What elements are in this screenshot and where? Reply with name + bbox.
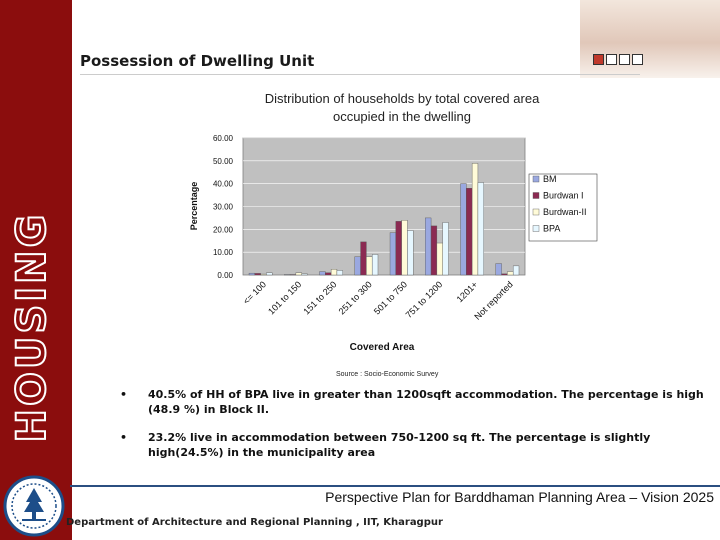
y-tick-label: 20.00: [212, 225, 233, 235]
bar: [507, 272, 513, 275]
bar: [290, 275, 296, 276]
bar: [255, 273, 261, 275]
bar: [355, 257, 361, 275]
bar: [402, 220, 408, 275]
bar: [466, 188, 472, 275]
bullet-marker: •: [120, 388, 128, 401]
y-tick-label: 50.00: [212, 156, 233, 166]
legend-label: BPA: [543, 223, 561, 234]
section-label: [0, 207, 55, 447]
legend-label: Burdwan I: [543, 190, 584, 201]
bullet-item: [112, 430, 708, 460]
title-divider: [80, 74, 640, 75]
bar-chart: [160, 128, 610, 358]
bar: [320, 272, 326, 275]
legend-swatch: [533, 226, 539, 232]
x-tick-label: 1201+: [454, 279, 480, 305]
bar: [372, 254, 378, 275]
deco-square: [606, 54, 617, 65]
legend-label: Burdwan-II: [543, 207, 587, 217]
bullet-item: [112, 387, 708, 417]
bar: [302, 274, 308, 275]
bar: [366, 257, 372, 275]
y-tick-label: 40.00: [212, 179, 233, 189]
footer-divider: [70, 485, 720, 487]
footer-title: Perspective Plan for Barddhaman Planning Area – Vision 2025: [325, 489, 714, 505]
deco-square: [619, 54, 630, 65]
bar: [337, 270, 343, 275]
bar: [437, 243, 443, 275]
bullet-text: 23.2% live in accommodation between 750-1200 sq ft. The percentage is slightly high(24.5%) in the municipality area: [148, 431, 651, 459]
bar: [266, 273, 272, 275]
bar: [478, 183, 484, 275]
institute-logo: [2, 474, 66, 538]
x-tick-label: 151 to 250: [301, 279, 339, 317]
bar: [502, 274, 508, 275]
chart-title-line: occupied in the dwelling: [332, 109, 472, 124]
bar: [361, 242, 367, 275]
x-tick-label: 251 to 300: [336, 279, 374, 317]
deco-square: [593, 54, 604, 65]
bar: [407, 230, 413, 275]
y-tick-label: 10.00: [212, 248, 233, 258]
deco-square: [632, 54, 643, 65]
section-label-text: HOUSING: [9, 211, 55, 443]
x-tick-label: Not reported: [472, 279, 515, 322]
x-tick-label: 501 to 750: [371, 279, 410, 317]
decorative-squares: [593, 54, 643, 65]
bar: [461, 184, 467, 275]
bar: [443, 222, 449, 275]
x-tick-label: 101 to 150: [266, 279, 304, 317]
chart-title: [200, 90, 604, 126]
legend-label: BM: [543, 174, 557, 184]
bar: [390, 233, 396, 275]
chart-title-line: Distribution of households by total covered area: [264, 91, 540, 106]
bar: [472, 163, 478, 275]
legend-swatch: [533, 193, 539, 199]
bullet-text: 40.5% of HH of BPA live in greater than 1200sqft accommodation. The percentage is high (48.9 %) in Block II.: [148, 388, 704, 416]
bar: [325, 273, 331, 275]
bar: [513, 266, 519, 275]
bar: [261, 274, 267, 275]
y-tick-label: 0.00: [217, 271, 233, 280]
bar: [396, 221, 402, 275]
bullet-marker: •: [120, 431, 128, 444]
source-note: Source : Socio-Economic Survey: [336, 371, 439, 378]
footer-department: Department of Architecture and Regional Planning , IIT, Kharagpur: [66, 517, 443, 528]
y-tick-label: 60.00: [212, 134, 233, 143]
y-axis-label: Percentage: [189, 181, 199, 231]
legend-swatch: [533, 209, 539, 215]
bar: [496, 264, 502, 275]
legend: [529, 174, 597, 241]
y-tick-label: 30.00: [212, 202, 233, 212]
page-title: Possession of Dwelling Unit: [80, 52, 315, 70]
bar: [431, 226, 437, 275]
header-building-image: [580, 0, 720, 78]
bar: [284, 275, 290, 276]
x-tick-label: 751 to 1200: [403, 279, 445, 321]
bullet-list: [112, 387, 708, 473]
bar: [296, 273, 302, 275]
x-axis-label: Covered Area: [349, 342, 415, 353]
bar: [249, 273, 255, 275]
bar: [331, 269, 337, 275]
bar: [425, 218, 431, 275]
x-tick-label: <= 100: [241, 279, 269, 307]
legend-swatch: [533, 176, 539, 182]
